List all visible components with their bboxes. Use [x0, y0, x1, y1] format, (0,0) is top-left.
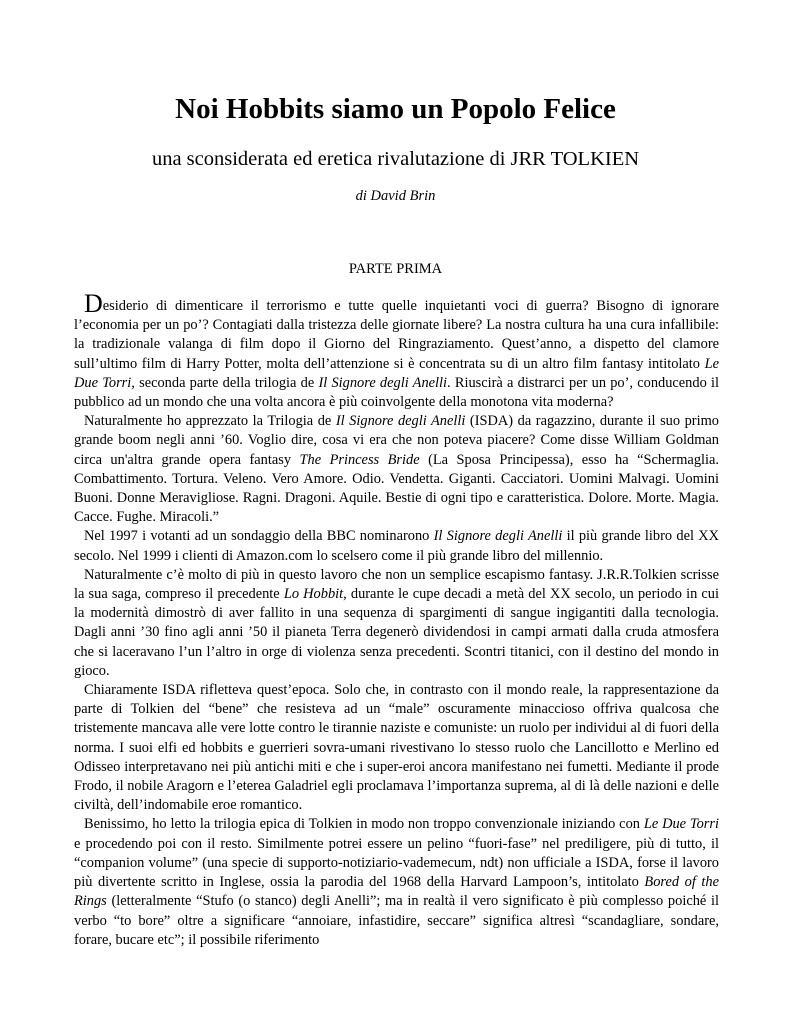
document-subtitle: una sconsiderata ed eretica rivalutazione di JRR TOLKIEN	[151, 148, 640, 170]
paragraph	[74, 527, 719, 565]
text-run: Benissimo, ho letto la trilogia epica di Tolkien in modo non troppo convenzionale iniziando con	[84, 816, 644, 833]
text-run: , seconda parte della trilogia de	[131, 374, 319, 391]
part-heading: PARTE PRIMA	[348, 261, 443, 277]
text-run: (La Sposa Principessa), esso ha “Schermaglia. Combattimento. Tortura. Veleno. Vero Amore. Odio. Vendetta. Giganti. Cacciatori. Uomini Malvagi. Uomini Buoni. Donne Meravigliose. Ragni. Dragoni. Aquile. Bestie di ogni tipo e caratteristica. Dolore. Morte. Magia. Cacce. Fughe. Miracoli.”	[74, 451, 719, 526]
text-run: (ISDA) da ragazzino, durante il suo primo grande boom negli anni ’60. Voglio dire, cosa vi era che non poteva piacere? Come disse William Goldman circa un'altra grande opera fantasy	[74, 413, 719, 468]
italic-title: Il Signore degli Anelli	[318, 374, 448, 391]
paragraph	[74, 289, 719, 412]
italic-title: Le Due Torri	[74, 355, 719, 391]
text-run: , durante le cupe decadi a metà del XX secolo, un periodo in cui la modernità dimostrò di aver fallito in una sequenza di spargimenti di sangue ingigantiti dalla tecnologia. Dagli anni ’30 fino agli anni ’50 il pianeta Terra degenerò dividendosi in campi armati dalla cruda atmosfera che si laceravano l’un l’altro in orge di violenza senza precedenti. Scontri titanici, con il destino del mondo in gioco.	[74, 586, 719, 679]
text-run: Nel 1997 i votanti ad un sondaggio della BBC nominarono	[84, 528, 434, 545]
text-run: Naturalmente ho apprezzato la Trilogia de	[84, 413, 336, 430]
text-run: . Riuscirà a distrarci per un po’, conducendo il pubblico ad un mondo che una volta ancora è più coinvolgente della monotona vita moderna?	[74, 374, 719, 411]
article-body	[74, 289, 720, 950]
italic-title: The Princess Bride	[299, 451, 420, 468]
text-run: Naturalmente c’è molto di più in questo lavoro che non un semplice escapismo fantasy. J.R.R.Tolkien scrisse la sua saga, compreso il precedente	[74, 566, 719, 603]
text-run: (letteralmente “Stufo (o stanco) degli Anelli”; ma in realtà il vero significato è più complesso poiché il verbo “to bore” oltre a significare “annoiare, infastidire, seccare” significa altresì “scandagliare, sondare, forare, bucare etc”; il possibile riferimento	[74, 893, 719, 948]
text-run: esiderio di dimenticare il terrorismo e tutte quelle inquietanti voci di guerra? Bisogno di ignorare l’economia per un po’? Contagiati dalla tristezza delle giornate libere? La nostra cultura ha una cura infallibile: la tradizionale valanga di film dopo il Giorno del Ringraziamento. Quest’anno, a dispetto del clamore sull’ultimo film di Harry Potter, molta dell’attenzione si è concentrata su di un altro film fantasy intitolato	[74, 298, 719, 372]
author-byline: di David Brin	[355, 188, 436, 204]
paragraph	[74, 815, 719, 949]
paragraph	[74, 566, 719, 681]
drop-cap: D	[84, 289, 103, 318]
text-run: Chiaramente ISDA rifletteva quest’epoca. Solo che, in contrasto con il mondo reale, la rappresentazione da parte di Tolkien del “bene” che resisteva ad un “male” oscuramente minaccioso offriva qualcosa che tristemente mancava alle vere lotte contro le tirannie naziste e comuniste: un ruolo per individui al di fuori della norma. I suoi elfi ed hobbits e guerrieri sovra-umani rivestivano lo stesso ruolo che Lancillotto e Merlino ed Odisseo interpretavano nei più antichi miti e che i super-eroi ancora manifestano nei fumetti. Mediante il prode Frodo, il nobile Aragorn e l’eterea Galadriel egli proclamava l’importanza suprema, al di là delle nazioni e delle civiltà, dell’indomabile eroe romantico.	[74, 682, 719, 814]
paragraph	[74, 412, 719, 527]
italic-title: Lo Hobbit	[283, 586, 344, 603]
text-run: e procedendo poi con il resto. Similmente potrei essere un pelino “fuori-fase” nel prediligere, più di tutto, il “companion volume” (una specie di supporto-notiziario-vademecum, ndt) non ufficiale a ISDA, forse il lavoro più divertente scritto in Inglese, ossia la parodia del 1968 della Harvard Lampoon’s, intitolato	[74, 835, 719, 891]
paragraph	[74, 681, 719, 815]
italic-title: Il Signore degli Anelli	[335, 413, 466, 430]
italic-title: Le Due Torri	[643, 816, 719, 833]
italic-title: Il Signore degli Anelli	[433, 528, 563, 545]
text-run: il più grande libro del XX secolo. Nel 1999 i clienti di Amazon.com lo scelsero come il più grande libro del millennio.	[74, 528, 720, 564]
document-title: Noi Hobbits siamo un Popolo Felice	[175, 93, 616, 125]
italic-title: Bored of the Rings	[74, 874, 719, 910]
